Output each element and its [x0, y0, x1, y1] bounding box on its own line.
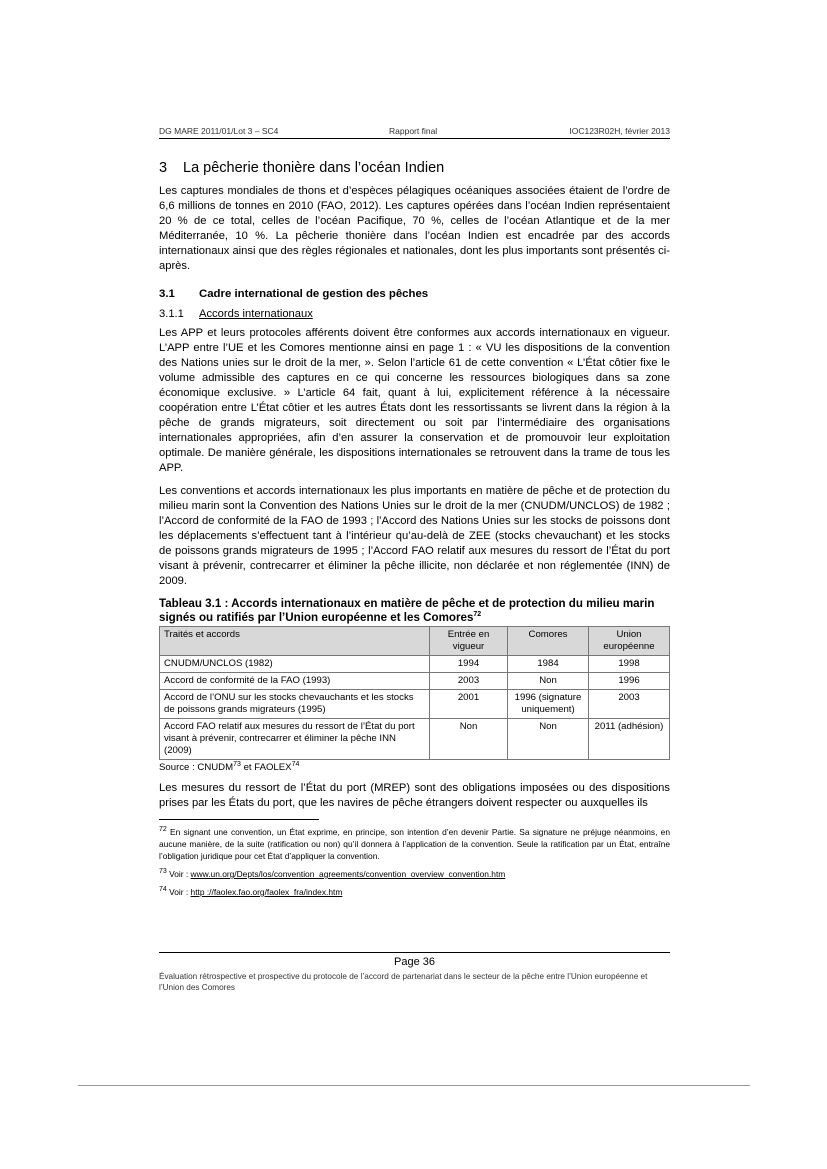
table-cell: 2003 [430, 673, 508, 690]
table-row [160, 673, 670, 690]
footnote-ref-72[interactable]: 72 [473, 611, 482, 619]
footnote-number: 74 [159, 886, 167, 894]
table-cell: 2011 (adhésion) [589, 719, 670, 760]
subsubsection-heading [159, 308, 670, 320]
table-cell: 1994 [430, 656, 508, 673]
subsection-title: Cadre international de gestion des pêches [199, 288, 429, 300]
header-right: IOC123R02H, février 2013 [569, 126, 670, 136]
column-header-treaty: Traités et accords [160, 627, 430, 656]
header-divider [159, 138, 670, 139]
subsection-number: 3.1 [159, 288, 175, 300]
paragraph-mrep: Les mesures du ressort de l’État du port (MREP) sont des obligations imposées ou des dispositions prises par les États du port, que les navires de pêche étrangers doivent respecter ou auxquelles ils [159, 782, 670, 809]
footnote-link-faolex[interactable]: http ://faolex.fao.org/faolex_fra/index.htm [190, 887, 343, 897]
source-mid: et FAOLEX [240, 762, 292, 773]
table-cell: 2001 [430, 690, 508, 719]
table-cell: Non [508, 673, 589, 690]
table-row [160, 719, 670, 760]
table-row [160, 656, 670, 673]
footnote-prefix: Voir : [169, 869, 191, 879]
table-row [160, 690, 670, 719]
page-bottom-divider [78, 1085, 750, 1086]
table-caption [159, 597, 670, 625]
footnote-link-un[interactable]: www.un.org/Depts/los/convention_agreements/convention_overview_convention.htm [190, 869, 506, 879]
footer-divider [159, 952, 670, 953]
column-header-entry: Entrée en vigueur [430, 627, 508, 656]
table-header-row [160, 627, 670, 656]
header-center: Rapport final [389, 126, 438, 136]
table-cell: Accord de l’ONU sur les stocks chevauchants et les stocks de poissons grands migrateurs (1995) [160, 690, 430, 719]
table-cell: Accord de conformité de la FAO (1993) [160, 673, 430, 690]
column-header-eu: Union européenne [589, 627, 670, 656]
table-cell: Non [508, 719, 589, 760]
paragraph-intro: Les captures mondiales de thons et d’espèces pélagiques océaniques associées étaient de l’ordre de 6,6 millions de tonnes en 2010 (FAO, 2012). Les captures opérées dans l’océan Indien représentaient 20 % de ce total, celles de l’océan Pacifique, 70 %, celles de l’océan Atlantique et de la mer Méditerranée, 10 %. La pêcherie thonière dans l’océan Indien est encadrée par des accords internationaux ainsi que des règles régionales et nationales, dont les plus importants sont présentés ci-après. [159, 185, 670, 272]
table-caption-text: Tableau 3.1 : Accords internationaux en matière de pêche et de protection du milieu marin signés ou ratifiés par l’Union européenne et les Comores [159, 597, 655, 624]
page-content [159, 160, 670, 904]
agreements-table [159, 626, 670, 760]
column-header-comoros: Comores [508, 627, 589, 656]
section-title: La pêcherie thonière dans l’océan Indien [183, 160, 445, 176]
footnote-text: En signant une convention, un État exprime, en principe, son intention d’en devenir Partie. Sa signature ne préjuge néanmoins, en aucune manière, de la suite (ratification ou non) qu’il donnera à l’application de la convention. Seule la ratification par un État, entraîne l’obligation juridique pour cet État d’appliquer la convention. [159, 827, 670, 861]
table-cell: 1996 (signature uniquement) [508, 690, 589, 719]
table-cell: 2003 [589, 690, 670, 719]
table-source [159, 762, 670, 773]
table-cell: 1996 [589, 673, 670, 690]
subsubsection-number: 3.1.1 [159, 308, 184, 320]
table-cell: Non [430, 719, 508, 760]
paragraph-app: Les APP et leurs protocoles afférents doivent être conformes aux accords internationaux en vigueur. L’APP entre l’UE et les Comores mentionne ainsi en page 1 : « VU les dispositions de la convention des Nations unies sur le droit de la mer, ». Selon l’article 61 de cette convention « L’État côtier fixe le volume admissible des captures en ce qui concerne les ressources biologiques dans sa zone économique exclusive. » L’article 64 fait, quant à lui, explicitement référence à la nécessaire coopération entre L’État côtier et les autres États dont les ressortissants se livrent dans la région à la pêche de grands migrateurs, soit directement ou soit par l’intermédiaire des organisations internationales appropriées, afin d’en assurer la conservation et de promouvoir leur exploitation optimale. De manière générale, les dispositions internationales se retrouvent dans la trame de tous les APP. [159, 327, 670, 474]
table-cell: 1998 [589, 656, 670, 673]
table-cell: CNUDM/UNCLOS (1982) [160, 656, 430, 673]
footnote-73 [159, 868, 670, 880]
page-number: Page 36 [394, 956, 435, 968]
subsection-heading [159, 288, 670, 300]
section-number: 3 [159, 160, 168, 176]
footnote-ref-73[interactable]: 73 [233, 760, 241, 768]
subsubsection-title: Accords internationaux [199, 308, 313, 320]
footnote-prefix: Voir : [169, 887, 191, 897]
footnote-number: 72 [159, 826, 167, 834]
section-heading [159, 160, 670, 176]
footnote-divider [159, 819, 319, 820]
footnote-ref-74[interactable]: 74 [291, 760, 300, 768]
table-cell: 1984 [508, 656, 589, 673]
source-prefix: Source : CNUDM [159, 762, 234, 773]
header-left: DG MARE 2011/01/Lot 3 – SC4 [159, 126, 279, 136]
footnote-72 [159, 826, 670, 862]
paragraph-conventions: Les conventions et accords internationaux les plus importants en matière de pêche et de protection du milieu marin sont la Convention des Nations Unies sur le droit de la mer (CNUDM/UNCLOS) de 1982 ; l’Accord de conformité de la FAO de 1993 ; l’Accord des Nations Unies sur les stocks de poissons dont les déplacements s’effectuent tant à l’intérieur qu’au-delà de ZEE (stocks chevauchant) et les stocks de poissons grands migrateurs de 1995 ; l’Accord FAO relatif aux mesures du ressort de l’État du port visant à prévenir, contrecarrer et éliminer la pêche illicite, non déclarée et non réglementée (INN) de 2009. [159, 485, 670, 587]
table-cell: Accord FAO relatif aux mesures du ressort de l’État du port visant à prévenir, contrecarrer et éliminer la pêche INN (2009) [160, 719, 430, 760]
footnote-74 [159, 886, 670, 898]
footer-text: Évaluation rétrospective et prospective du protocole de l’accord de partenariat dans le secteur de la pêche entre l’Union européenne et l’Union des Comores [159, 972, 648, 992]
footnote-number: 73 [159, 868, 167, 876]
